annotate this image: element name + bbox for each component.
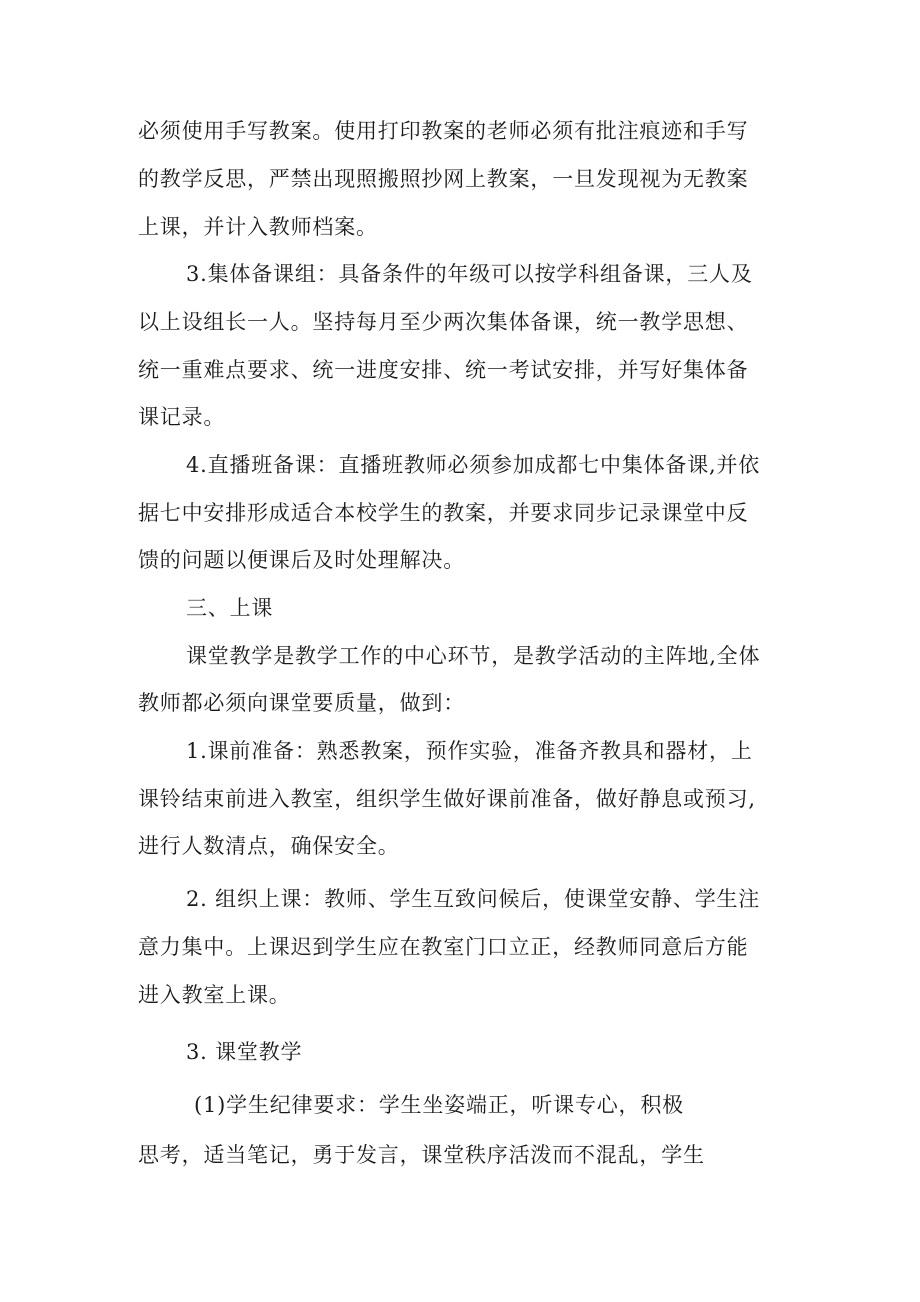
text-line: (1)学生纪律要求：学生坐姿端正，听课专心，积极 xyxy=(194,1093,684,1117)
text-line: 据七中安排形成适合本校学生的教案，并要求同步记录课堂中反 xyxy=(138,501,749,525)
text-line: 统一重难点要求、统一进度安排、统一考试安排，并写好集体备 xyxy=(138,358,749,382)
text-line: 1.课前准备：熟悉教案，预作实验，准备齐教具和器材，上 xyxy=(186,739,753,763)
text-line: 意力集中。上课迟到学生应在教室门口立正，经教师同意后方能 xyxy=(138,935,749,959)
text-line: 课铃结束前进入教室，组织学生做好课前准备，做好静息或预习, xyxy=(138,787,756,811)
text-line: 2. 组织上课：教师、学生互致问候后，使课堂安静、学生注 xyxy=(186,887,761,911)
text-line: 教师都必须向课堂要质量，做到： xyxy=(138,691,465,715)
text-line: 以上设组长一人。坚持每月至少两次集体备课，统一教学思想、 xyxy=(138,310,749,334)
text-line: 课记录。 xyxy=(138,405,226,429)
text-line: 思考，适当笔记，勇于发言，课堂秩序活泼而不混乱，学生 xyxy=(138,1143,705,1167)
text-line: 3.集体备课组：具备条件的年级可以按学科组备课，三人及 xyxy=(186,262,753,286)
section-heading: 三、上课 xyxy=(186,596,274,620)
text-line: 馈的问题以便课后及时处理解决。 xyxy=(138,548,465,572)
text-line: 4.直播班备课：直播班教师必须参加成都七中集体备课,并依 xyxy=(186,453,761,477)
text-line: 的教学反思，严禁出现照搬照抄网上教案，一旦发现视为无教案 xyxy=(138,167,749,191)
text-line: 进入教室上课。 xyxy=(138,983,291,1007)
text-line: 课堂教学是教学工作的中心环节，是教学活动的主阵地,全体 xyxy=(186,644,761,668)
text-line: 进行人数清点，确保安全。 xyxy=(138,834,400,858)
text-line: 必须使用手写教案。使用打印教案的老师必须有批注痕迹和手写 xyxy=(138,119,749,143)
text-line: 上课，并计入教师档案。 xyxy=(138,215,378,239)
subsection-heading: 3. 课堂教学 xyxy=(186,1040,303,1064)
